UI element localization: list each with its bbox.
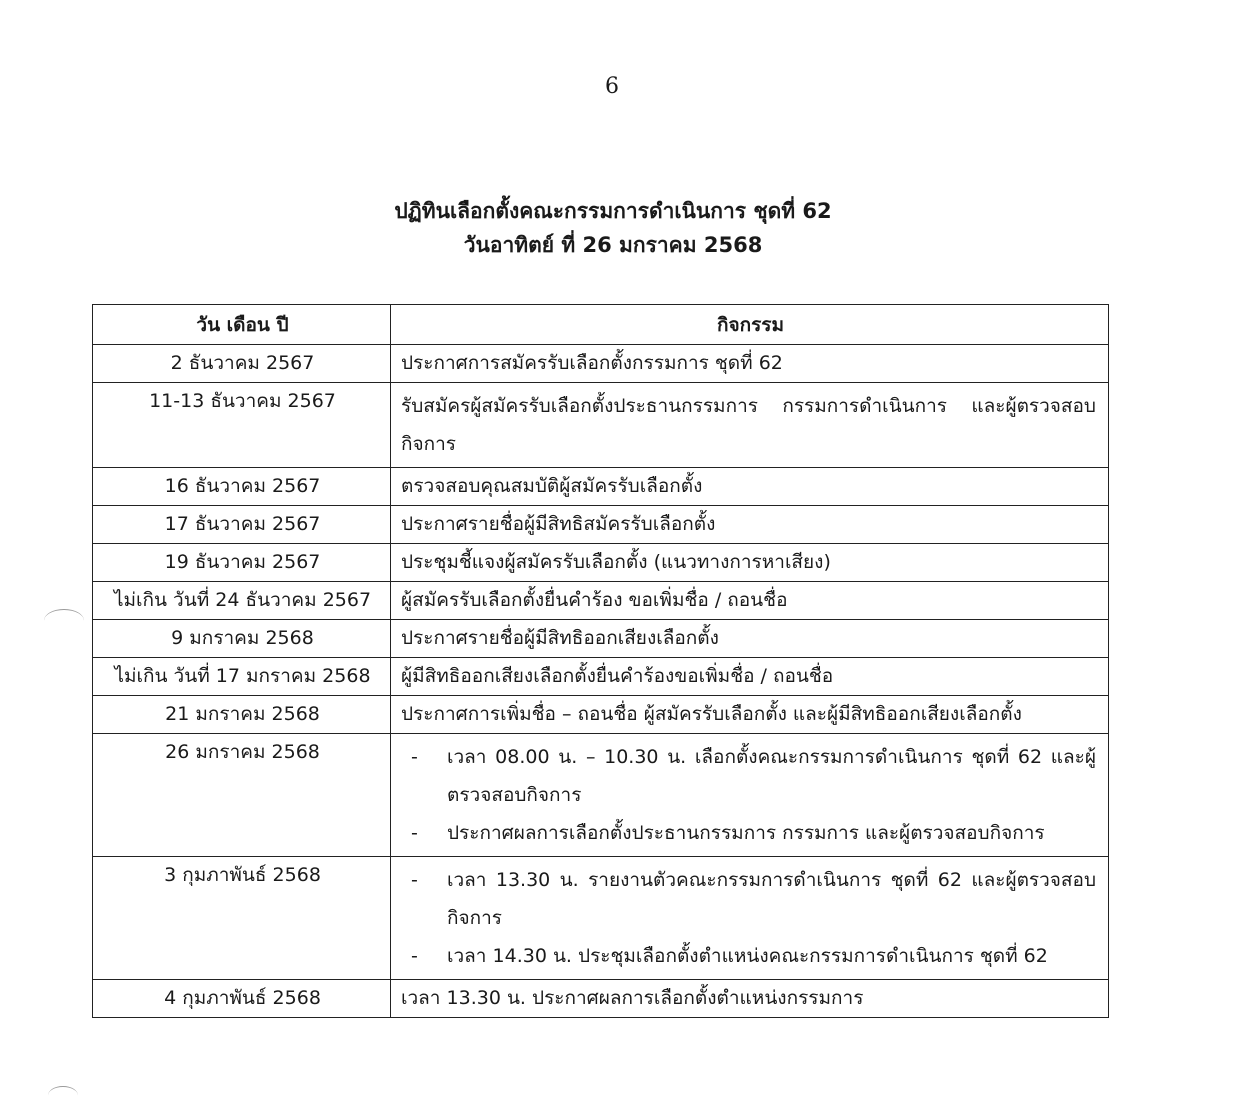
bullet-dash: - xyxy=(411,869,418,891)
row-activity xyxy=(391,857,1109,980)
row-date: 16 ธันวาคม 2567 xyxy=(93,468,391,506)
table-row xyxy=(93,620,1109,658)
row-activity: ประกาศรายชื่อผู้มีสิทธิสมัครรับเลือกตั้ง xyxy=(391,506,1109,544)
row-date: 2 ธันวาคม 2567 xyxy=(93,345,391,383)
row-activity: ประกาศรายชื่อผู้มีสิทธิออกเสียงเลือกตั้ง xyxy=(391,620,1109,658)
row-activity: รับสมัครผู้สมัครรับเลือกตั้งประธานกรรมการ กรรมการดำเนินการ และผู้ตรวจสอบกิจการ xyxy=(391,383,1109,468)
column-header-date: วัน เดือน ปี xyxy=(93,305,391,345)
table-row xyxy=(93,506,1109,544)
list-item xyxy=(401,861,1100,937)
row-activity: ผู้สมัครรับเลือกตั้งยื่นคำร้อง ขอเพิ่มชื่อ / ถอนชื่อ xyxy=(391,582,1109,620)
list-item xyxy=(401,937,1100,975)
table-row xyxy=(93,582,1109,620)
row-date: 3 กุมภาพันธ์ 2568 xyxy=(93,857,391,980)
row-date: 17 ธันวาคม 2567 xyxy=(93,506,391,544)
row-activity: ผู้มีสิทธิออกเสียงเลือกตั้งยื่นคำร้องขอเพิ่มชื่อ / ถอนชื่อ xyxy=(391,658,1109,696)
scan-artifact-mark xyxy=(44,609,84,632)
page-number: 6 xyxy=(605,74,619,99)
row-date: 19 ธันวาคม 2567 xyxy=(93,544,391,582)
bullet-dash: - xyxy=(411,746,418,768)
row-date: ไม่เกิน วันที่ 24 ธันวาคม 2567 xyxy=(93,582,391,620)
document-subtitle: วันอาทิตย์ ที่ 26 มกราคม 2568 xyxy=(463,233,763,257)
row-activity xyxy=(391,734,1109,857)
column-header-activity: กิจกรรม xyxy=(391,305,1109,345)
table-row xyxy=(93,980,1109,1018)
bullet-dash: - xyxy=(411,945,418,967)
document-header xyxy=(0,194,1226,262)
row-date: 11-13 ธันวาคม 2567 xyxy=(93,383,391,468)
row-activity: ประกาศการสมัครรับเลือกตั้งกรรมการ ชุดที่ 62 xyxy=(391,345,1109,383)
list-item-text: ประกาศผลการเลือกตั้งประธานกรรมการ กรรมการ และผู้ตรวจสอบกิจการ xyxy=(447,822,1045,844)
list-item xyxy=(401,814,1100,852)
row-date: 9 มกราคม 2568 xyxy=(93,620,391,658)
row-date: 26 มกราคม 2568 xyxy=(93,734,391,857)
table-row xyxy=(93,468,1109,506)
row-activity: เวลา 13.30 น. ประกาศผลการเลือกตั้งตำแหน่งกรรมการ xyxy=(391,980,1109,1018)
activity-bullet-list xyxy=(401,861,1100,975)
row-date: 4 กุมภาพันธ์ 2568 xyxy=(93,980,391,1018)
row-date: ไม่เกิน วันที่ 17 มกราคม 2568 xyxy=(93,658,391,696)
row-activity: ประกาศการเพิ่มชื่อ – ถอนชื่อ ผู้สมัครรับเลือกตั้ง และผู้มีสิทธิออกเสียงเลือกตั้ง xyxy=(391,696,1109,734)
document-title: ปฏิทินเลือกตั้งคณะกรรมการดำเนินการ ชุดที่ 62 xyxy=(394,199,832,223)
bullet-dash: - xyxy=(411,822,418,844)
list-item xyxy=(401,738,1100,814)
table-row xyxy=(93,383,1109,468)
table-header-row xyxy=(93,305,1109,345)
activity-bullet-list xyxy=(401,738,1100,852)
table-row xyxy=(93,544,1109,582)
list-item-text: เวลา 13.30 น. รายงานตัวคณะกรรมการดำเนินการ ชุดที่ 62 และผู้ตรวจสอบกิจการ xyxy=(447,869,1096,929)
list-item-text: เวลา 14.30 น. ประชุมเลือกตั้งตำแหน่งคณะกรรมการดำเนินการ ชุดที่ 62 xyxy=(447,945,1048,967)
row-date: 21 มกราคม 2568 xyxy=(93,696,391,734)
table-row xyxy=(93,345,1109,383)
row-activity: ประชุมชี้แจงผู้สมัครรับเลือกตั้ง (แนวทางการหาเสียง) xyxy=(391,544,1109,582)
table-row xyxy=(93,696,1109,734)
table-row xyxy=(93,857,1109,980)
table-row xyxy=(93,658,1109,696)
scan-artifact-mark xyxy=(48,1086,78,1105)
list-item-text: เวลา 08.00 น. – 10.30 น. เลือกตั้งคณะกรรมการดำเนินการ ชุดที่ 62 และผู้ตรวจสอบกิจการ xyxy=(447,746,1096,806)
row-activity: ตรวจสอบคุณสมบัติผู้สมัครรับเลือกตั้ง xyxy=(391,468,1109,506)
election-schedule-table xyxy=(92,304,1109,1018)
table-row xyxy=(93,734,1109,857)
